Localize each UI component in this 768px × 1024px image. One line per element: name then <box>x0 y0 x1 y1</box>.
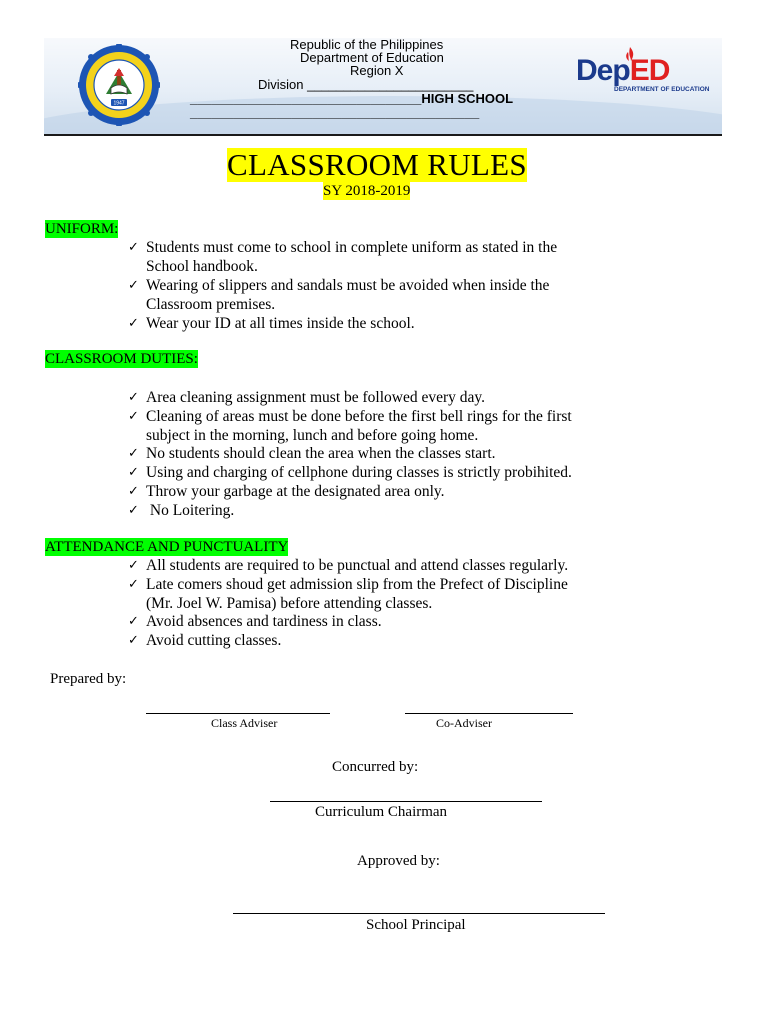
co-adviser-signature-line <box>405 713 573 714</box>
checkmark-icon: ✓ <box>128 390 139 405</box>
school-seal-icon <box>78 44 160 126</box>
checkmark-icon: ✓ <box>128 316 139 331</box>
checkmark-icon: ✓ <box>128 503 139 518</box>
deped-wordmark-ed: ED <box>629 54 670 87</box>
checkmark-icon: ✓ <box>128 446 139 461</box>
deped-logo <box>574 46 710 102</box>
rule-item <box>128 631 708 650</box>
prepared-by-label: Prepared by: <box>50 671 127 687</box>
checkmark-icon: ✓ <box>128 240 139 255</box>
section-heading-attendance: ATTENDANCE AND PUNCTUALITY <box>45 539 289 555</box>
rule-text: Using and charging of cellphone during classes is strictly probihited. <box>146 464 572 481</box>
republic-line: Republic of the Philippines <box>290 38 444 52</box>
rule-item <box>128 407 708 445</box>
rule-text: All students are required to be punctual and attend classes regularly. <box>146 557 569 574</box>
department-line: Department of Education <box>300 50 444 65</box>
co-adviser-label: Co-Adviser <box>436 716 492 730</box>
address-line: ________________________________________ <box>190 105 480 120</box>
division-line: Division _______________________ <box>258 77 474 92</box>
school-principal-signature-line <box>233 913 605 914</box>
checkmark-icon: ✓ <box>128 409 139 424</box>
section-heading-duties: CLASSROOM DUTIES: <box>45 351 198 367</box>
rule-item <box>128 482 708 501</box>
seal-year: 1947 <box>113 100 125 107</box>
rule-text-continued: (Mr. Joel W. Pamisa) before attending classes. <box>146 595 433 612</box>
rule-text: Avoid cutting classes. <box>146 632 282 649</box>
rule-text: Wearing of slippers and sandals must be avoided when inside the <box>146 277 550 294</box>
rule-item <box>128 276 708 314</box>
rule-text-continued: Classroom premises. <box>146 296 276 313</box>
checkmark-icon: ✓ <box>128 465 139 480</box>
checkmark-icon: ✓ <box>128 278 139 293</box>
deped-wordmark <box>576 56 669 86</box>
checkmark-icon: ✓ <box>128 484 139 499</box>
rule-text-continued: School handbook. <box>146 258 258 275</box>
deped-subtitle: DEPARTMENT OF EDUCATION <box>614 86 710 93</box>
checkmark-icon: ✓ <box>128 614 139 629</box>
rule-text: Students must come to school in complete uniform as stated in the <box>146 239 558 256</box>
deped-wordmark-dep: Dep <box>576 54 630 87</box>
school-year: SY 2018-2019 <box>323 183 411 199</box>
rule-text: Cleaning of areas must be done before the first bell rings for the first <box>146 408 572 425</box>
section-heading-uniform: UNIFORM: <box>45 221 119 237</box>
letterhead <box>44 38 722 134</box>
rule-text: Late comers shoud get admission slip from the Prefect of Discipline <box>146 576 568 593</box>
rule-text: Area cleaning assignment must be followed every day. <box>146 389 486 406</box>
rule-item <box>128 463 708 482</box>
rule-text: Avoid absences and tardiness in class. <box>146 613 382 630</box>
rule-item <box>128 314 708 333</box>
curriculum-chairman-label: Curriculum Chairman <box>315 804 448 820</box>
rule-item <box>128 575 708 613</box>
approved-by-label: Approved by: <box>357 853 440 869</box>
class-adviser-signature-line <box>146 713 330 714</box>
rule-text: Wear your ID at all times inside the school. <box>146 315 415 332</box>
class-adviser-label: Class Adviser <box>211 716 278 730</box>
school-principal-label: School Principal <box>366 917 466 933</box>
checkmark-icon: ✓ <box>128 577 139 592</box>
rule-item <box>128 612 708 631</box>
rule-item <box>128 444 708 463</box>
rule-item <box>128 238 708 276</box>
rule-text: No students should clean the area when the classes start. <box>146 445 496 462</box>
rule-text: Throw your garbage at the designated area only. <box>146 483 445 500</box>
rule-text-continued: subject in the morning, lunch and before going home. <box>146 427 479 444</box>
rule-item <box>128 556 708 575</box>
high-school-line: ________________________________HIGH SCHOOL <box>190 91 514 106</box>
concurred-by-label: Concurred by: <box>332 759 419 775</box>
rule-item <box>128 501 708 520</box>
letterhead-divider <box>44 134 722 136</box>
rule-item <box>128 388 708 407</box>
region-line: Region X <box>350 63 404 78</box>
curriculum-chairman-signature-line <box>270 801 542 802</box>
rule-text: No Loitering. <box>146 502 235 519</box>
page-title: CLASSROOM RULES <box>227 147 527 182</box>
checkmark-icon: ✓ <box>128 633 139 648</box>
checkmark-icon: ✓ <box>128 558 139 573</box>
